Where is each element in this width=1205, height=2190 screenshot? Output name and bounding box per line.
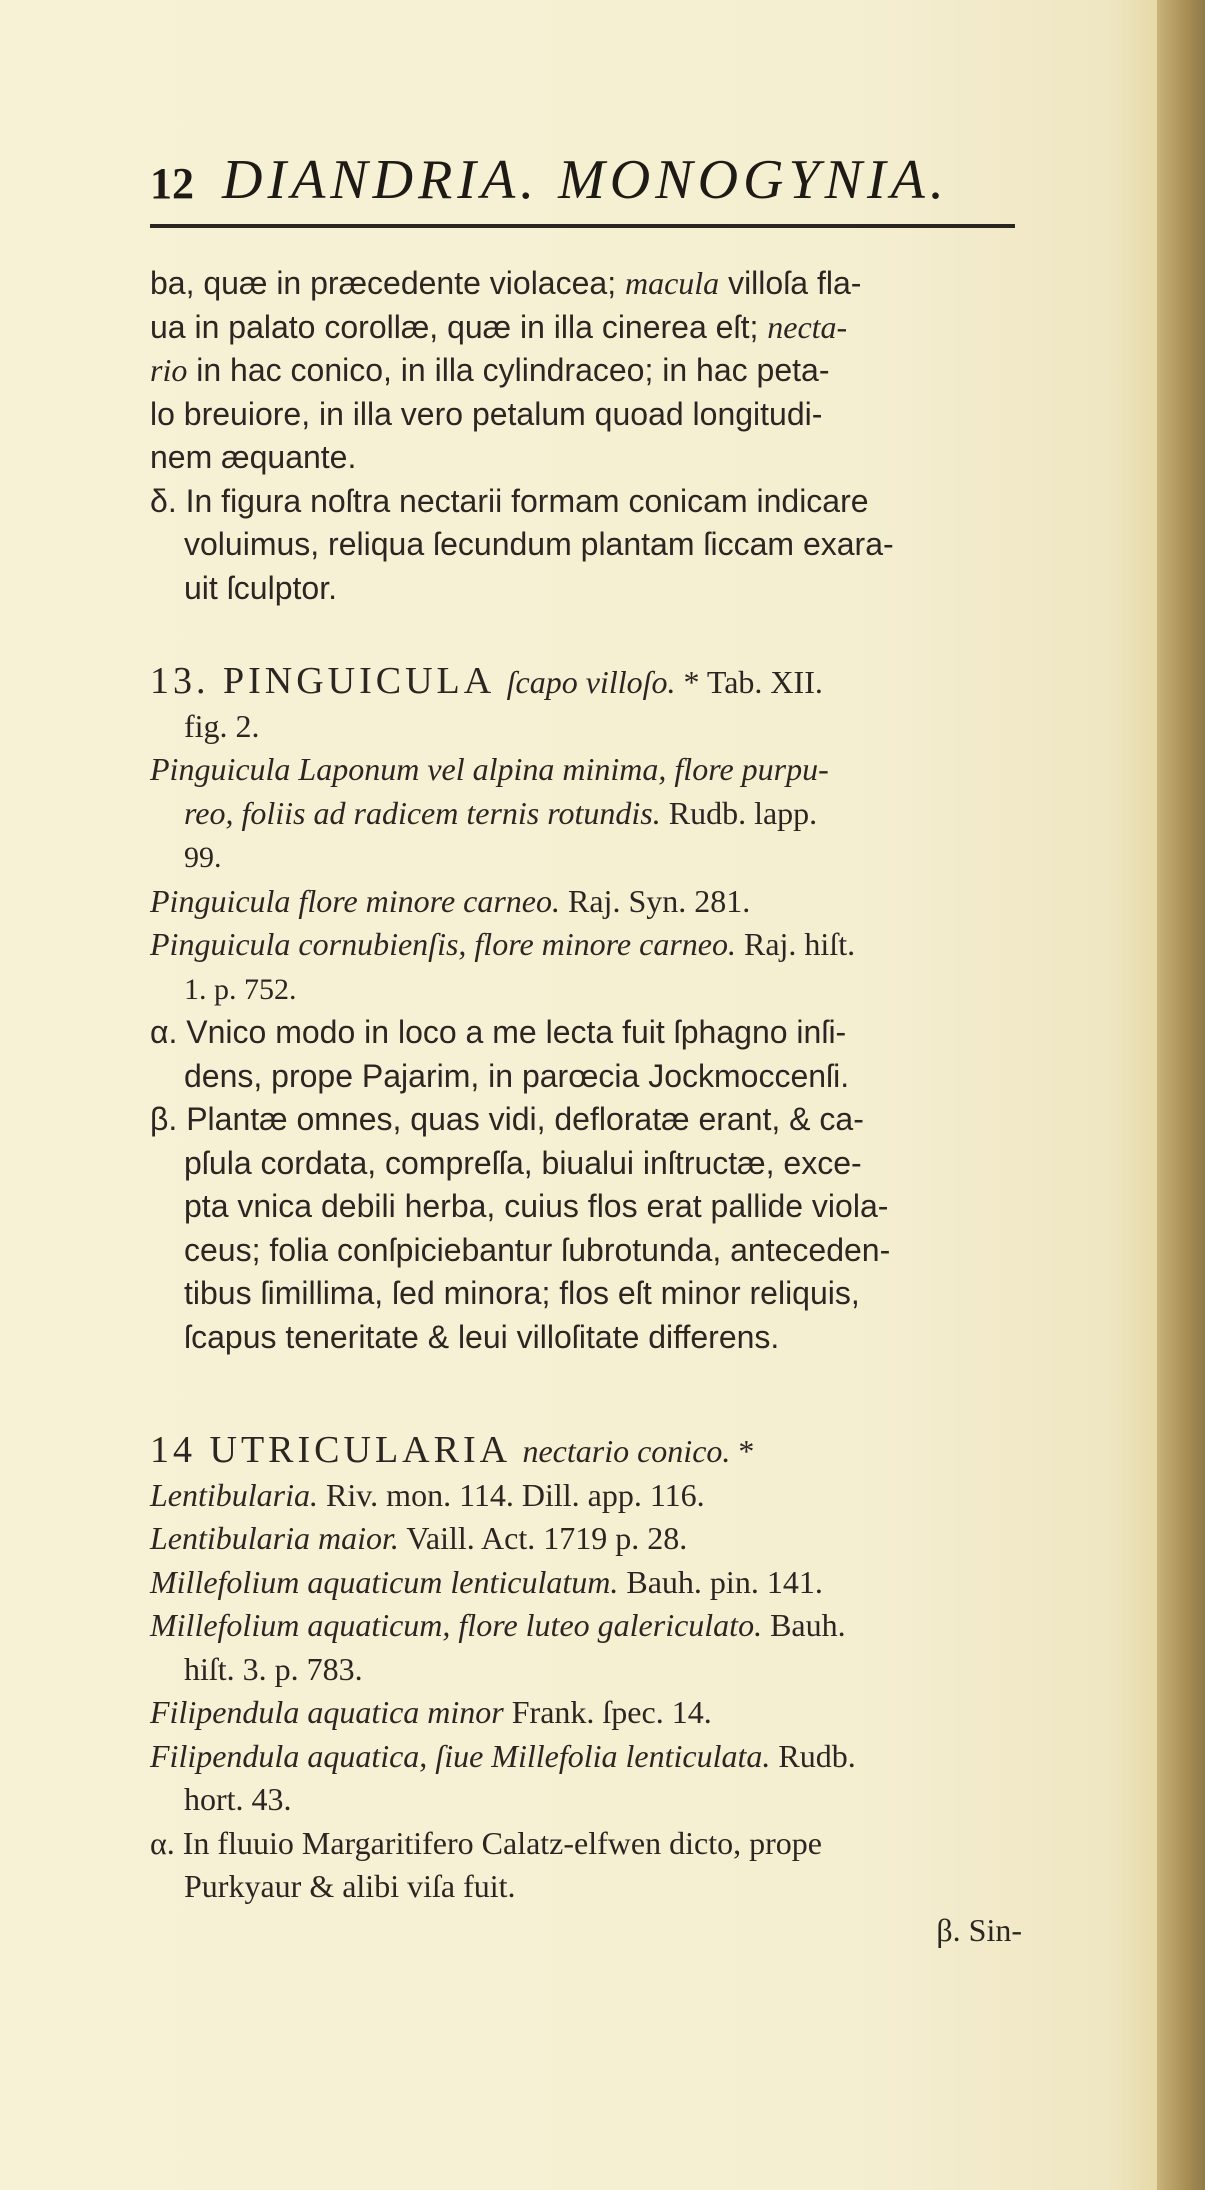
- text-line: nem æquante.: [150, 439, 357, 475]
- synonym-line: Filipendula aquatica, ſiue Millefolia lenticulata. Rudb.: [150, 1737, 856, 1774]
- text-line: δ. In figura noſtra nectarii formam conicam indicare: [150, 482, 869, 519]
- species-heading: 14 UTRICULARIA nectario conico. *: [150, 1429, 755, 1471]
- synonym-line: Lentibularia maior. Vaill. Act. 1719 p. 28.: [150, 1520, 688, 1556]
- text-line: lo breuiore, in illa vero petalum quoad longitudi-: [150, 395, 823, 432]
- text-line: Purkyaur & alibi viſa fuit.: [184, 1868, 516, 1904]
- species-heading: 13. PINGUICULA ſcapo villoſo. * Tab. XII.: [150, 660, 823, 702]
- text-line: ba, quæ in præcedente violacea; macula villoſa fla-: [150, 265, 862, 301]
- synonym-line: Pinguicula Laponum vel alpina minima, flore purpu-: [150, 751, 829, 787]
- text-line: voluimus, reliqua ſecundum plantam ſiccam exara-: [184, 526, 894, 562]
- text-line: β. Plantæ omnes, quas vidi, defloratæ erant, & ca-: [150, 1101, 864, 1137]
- text-line: ceus; folia conſpiciebantur ſubrotunda, anteceden-: [184, 1231, 891, 1268]
- text-line: 1. p. 752.: [184, 972, 297, 1006]
- synonym-line: Millefolium aquaticum lenticulatum. Bauh. pin. 141.: [150, 1563, 823, 1600]
- synonym-line: Pinguicula cornubienſis, flore minore carneo. Raj. hiſt.: [150, 926, 856, 962]
- header-rule: [150, 224, 1015, 228]
- body-text: [150, 262, 1030, 1952]
- text-line: uit ſculptor.: [184, 569, 337, 606]
- text-line: α. Vnico modo in loco a me lecta fuit ſphagno inſi-: [150, 1014, 847, 1050]
- text-line: hiſt. 3. p. 783.: [184, 1650, 363, 1687]
- page-number: 12: [150, 159, 194, 208]
- text-line: rio in hac conico, in illa cylindraceo; in hac peta-: [150, 352, 830, 388]
- text-line: fig. 2.: [184, 707, 260, 744]
- header-title: DIANDRIA. MONOGYNIA.: [222, 149, 949, 211]
- synonym-line: reo, foliis ad radicem ternis rotundis. Rudb. lapp.: [184, 794, 818, 831]
- catchword: β. Sin-: [936, 1911, 1022, 1948]
- text-line: ſcapus teneritate & leui villoſitate differens.: [184, 1318, 780, 1355]
- text-line: hort. 43.: [184, 1781, 292, 1817]
- text-line: dens, prope Pajarim, in parœcia Jockmoccenſi.: [184, 1057, 850, 1094]
- text-line: pſula cordata, compreſſa, biualui inſtructæ, exce-: [184, 1144, 862, 1181]
- synonym-line: Pinguicula flore minore carneo. Raj. Syn. 281.: [150, 882, 751, 919]
- text-line: pta vnica debili herba, cuius flos erat pallide viola-: [184, 1188, 889, 1224]
- synonym-line: Millefolium aquaticum, flore luteo galericulato. Bauh.: [150, 1607, 846, 1643]
- text-line: α. In fluuio Margaritifero Calatz-elfwen dicto, prope: [150, 1824, 822, 1861]
- text-line: 99.: [184, 841, 222, 874]
- running-header: [150, 148, 949, 212]
- synonym-line: Filipendula aquatica minor Frank. ſpec. 14.: [150, 1694, 712, 1730]
- synonym-line: Lentibularia. Riv. mon. 114. Dill. app. 116.: [150, 1476, 705, 1513]
- text-line: ua in palato corollæ, quæ in illa cinerea eſt; necta-: [150, 308, 848, 345]
- text-line: tibus ſimillima, ſed minora; flos eſt minor reliquis,: [184, 1275, 860, 1311]
- book-spine-edge: [1157, 0, 1205, 2190]
